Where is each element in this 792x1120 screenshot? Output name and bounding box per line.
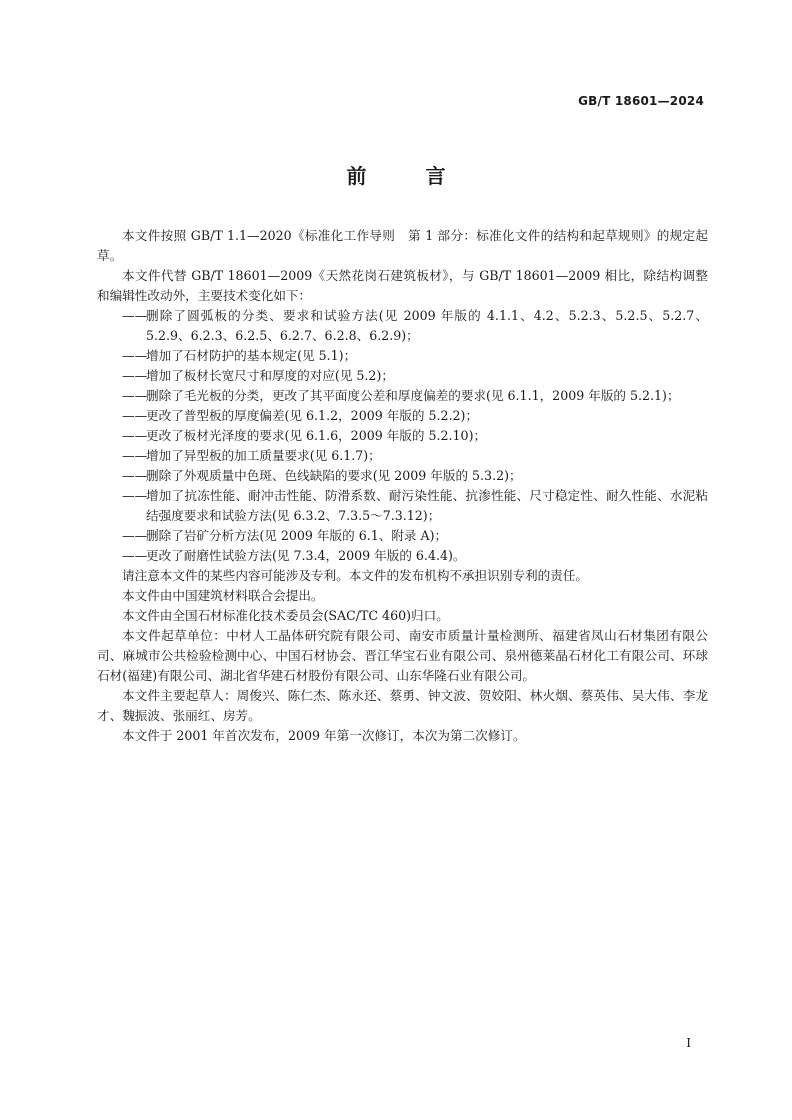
drafters: 本文件主要起草人：周俊兴、陈仁杰、陈永还、蔡勇、钟文波、贺姣阳、林火烟、蔡英伟、吴大伟、李龙才、魏振波、张丽红、房芳。 bbox=[97, 688, 708, 723]
dash-bullet: —— bbox=[122, 388, 148, 403]
paragraph: 本文件代替 GB/T 18601—2009《天然花岗石建筑板材》，与 GB/T 18601—2009 相比，除结构调整和编辑性改动外，主要技术变化如下： bbox=[97, 268, 708, 303]
dash-bullet: —— bbox=[122, 428, 148, 443]
paragraph: 本文件按照 GB/T 1.1—2020《标准化工作导则 第 1 部分：标准化文件的结构和起草规则》的规定起草。 bbox=[97, 228, 708, 263]
list-item-text: 更改了耐磨性试验方法(见 7.3.4，2009 年版的 6.4.4)。 bbox=[146, 548, 466, 563]
dash-bullet: —— bbox=[122, 408, 148, 423]
change-list bbox=[97, 306, 708, 566]
dash-bullet: —— bbox=[122, 348, 148, 363]
list-item bbox=[97, 426, 708, 446]
list-item bbox=[97, 346, 708, 366]
dash-bullet: —— bbox=[122, 548, 148, 563]
document-body bbox=[97, 226, 708, 746]
page-title: 前 言 bbox=[346, 164, 472, 188]
list-item bbox=[97, 466, 708, 486]
dash-bullet: —— bbox=[122, 308, 148, 323]
page-number: I bbox=[686, 1036, 691, 1050]
dash-bullet: —— bbox=[122, 448, 148, 463]
list-item bbox=[97, 486, 708, 526]
list-item bbox=[97, 446, 708, 466]
drafting-organizations: 本文件起草单位：中材人工晶体研究院有限公司、南安市质量计量检测所、福建省凤山石材集团有限公司、麻城市公共检验检测中心、中国石材协会、晋江华宝石业有限公司、泉州德莱晶石材化工有限公司、环球石材(福建)有限公司、湖北省华建石材股份有限公司、山东华隆石业有限公司。 bbox=[97, 628, 708, 683]
list-item bbox=[97, 386, 708, 406]
proposer-statement: 本文件由中国建筑材料联合会提出。 bbox=[122, 588, 324, 603]
list-item-text: 删除了外观质量中色斑、色线缺陷的要求(见 2009 年版的 5.3.2)； bbox=[146, 468, 522, 483]
list-item-text: 删除了毛光板的分类，更改了其平面度公差和厚度偏差的要求(见 6.1.1，2009 年版的 5.2.1)； bbox=[146, 388, 680, 403]
dash-bullet: —— bbox=[122, 488, 148, 503]
publication-history: 本文件于 2001 年首次发布，2009 年第一次修订，本次为第二次修订。 bbox=[122, 728, 526, 743]
list-item-text: 更改了板材光泽度的要求(见 6.1.6，2009 年版的 5.2.10)； bbox=[146, 428, 487, 443]
list-item-text: 增加了异型板的加工质量要求(见 6.1.7)； bbox=[146, 448, 381, 463]
dash-bullet: —— bbox=[122, 468, 148, 483]
dash-bullet: —— bbox=[122, 368, 148, 383]
list-item bbox=[97, 526, 708, 546]
list-item-text: 删除了圆弧板的分类、要求和试验方法(见 2009 年版的 4.1.1、4.2、5.2.3、5.2.5、5.2.7、5.2.9、6.2.3、6.2.5、6.2.7、6.2.8、6.2.9)； bbox=[146, 308, 708, 343]
document-code: GB/T 18601—2024 bbox=[578, 94, 704, 108]
dash-bullet: —— bbox=[122, 528, 148, 543]
patent-notice: 请注意本文件的某些内容可能涉及专利。本文件的发布机构不承担识别专利的责任。 bbox=[122, 568, 588, 583]
list-item bbox=[97, 546, 708, 566]
list-item bbox=[97, 406, 708, 426]
list-item-text: 删除了岩矿分析方法(见 2009 年版的 6.1、附录 A)； bbox=[146, 528, 448, 543]
list-item bbox=[97, 306, 708, 346]
list-item bbox=[97, 366, 708, 386]
list-item-text: 增加了石材防护的基本规定(见 5.1)； bbox=[146, 348, 357, 363]
list-item-text: 更改了普型板的厚度偏差(见 6.1.2，2009 年版的 5.2.2)； bbox=[146, 408, 479, 423]
committee-statement: 本文件由全国石材标准化技术委员会(SAC/TC 460)归口。 bbox=[122, 608, 449, 623]
list-item-text: 增加了抗冻性能、耐冲击性能、防滑系数、耐污染性能、抗渗性能、尺寸稳定性、耐久性能、水泥粘结强度要求和试验方法(见 6.3.2、7.3.5～7.3.12)； bbox=[146, 488, 708, 523]
list-item-text: 增加了板材长宽尺寸和厚度的对应(见 5.2)； bbox=[146, 368, 394, 383]
